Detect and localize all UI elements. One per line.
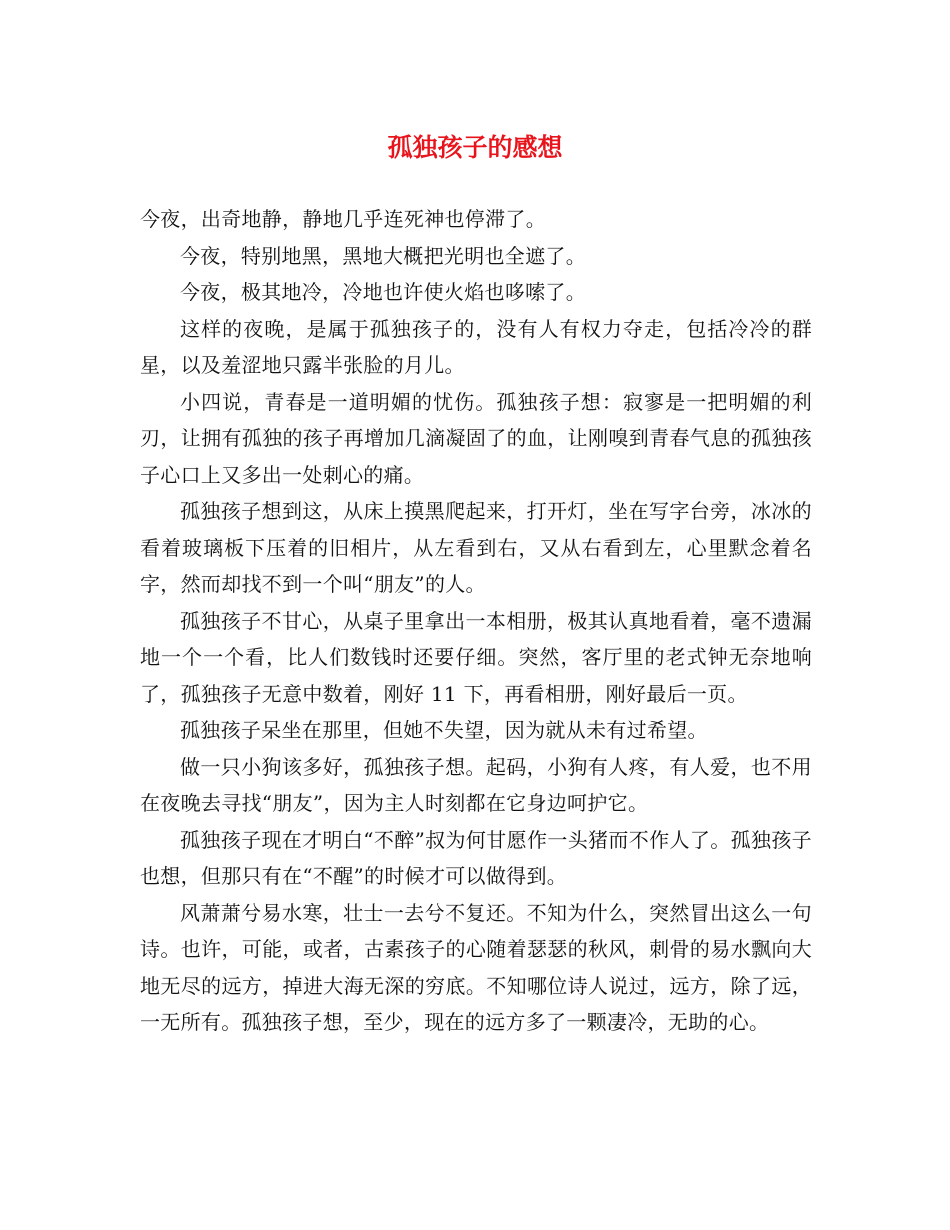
paragraph: 今夜，特别地黑，黑地大概把光明也全遮了。 — [180, 243, 586, 268]
paragraph: 孤独孩子不甘心，从桌子里拿出一本相册，极其认真地看着，毫不遗漏地一个一个看，比人们数钱时还要仔细。突然，客厅里的老式钟无奈地响了，孤独孩子无意中数着，刚好 11 下，再看相册，刚好最后一页。 — [140, 608, 812, 706]
paragraph: 今夜，出奇地静，静地几乎连死神也停滞了。 — [140, 207, 546, 231]
paragraph: 孤独孩子呆坐在那里，但她不失望，因为就从未有过希望。 — [180, 718, 708, 742]
document-title: 孤独孩子的感想 — [387, 133, 563, 162]
paragraph: 这样的夜晚，是属于孤独孩子的，没有人有权力夺走，包括冷冷的群星，以及羞涩地只露半张脸的月儿。 — [140, 316, 812, 377]
paragraph: 做一只小狗该多好，孤独孩子想。起码，小狗有人疼，有人爱，也不用在夜晚去寻找“朋友”，因为主人时刻都在它身边呵护它。 — [140, 754, 812, 815]
paragraph: 孤独孩子现在才明白“不醉”叔为何甘愿作一头猪而不作人了。孤独孩子也想，但那只有在“不醒”的时候才可以做得到。 — [140, 827, 812, 888]
paragraph: 风萧萧兮易水寒，壮士一去兮不复还。不知为什么，突然冒出这么一句诗。也许，可能，或者，古素孩子的心随着瑟瑟的秋风，刺骨的易水飘向大地无尽的远方，掉进大海无深的穷底。不知哪位诗人说过，远方，除了远，一无所有。孤独孩子想，至少，现在的远方多了一颗凄冷，无助的心。 — [140, 900, 812, 1034]
paragraph: 孤独孩子想到这，从床上摸黑爬起来，打开灯，坐在写字台旁，冰冰的看着玻璃板下压着的旧相片，从左看到右，又从右看到左，心里默念着名字，然而却找不到一个叫“朋友”的人。 — [140, 499, 812, 596]
paragraph: 今夜，极其地冷，冷地也许使火焰也哆嗦了。 — [180, 280, 586, 304]
paragraph: 小四说，青春是一道明媚的忧伤。孤独孩子想：寂寥是一把明媚的利刃，让拥有孤独的孩子再增加几滴凝固了的血，让刚嗅到青春气息的孤独孩子心口上又多出一处刺心的痛。 — [140, 389, 812, 487]
document-body — [140, 201, 812, 1041]
